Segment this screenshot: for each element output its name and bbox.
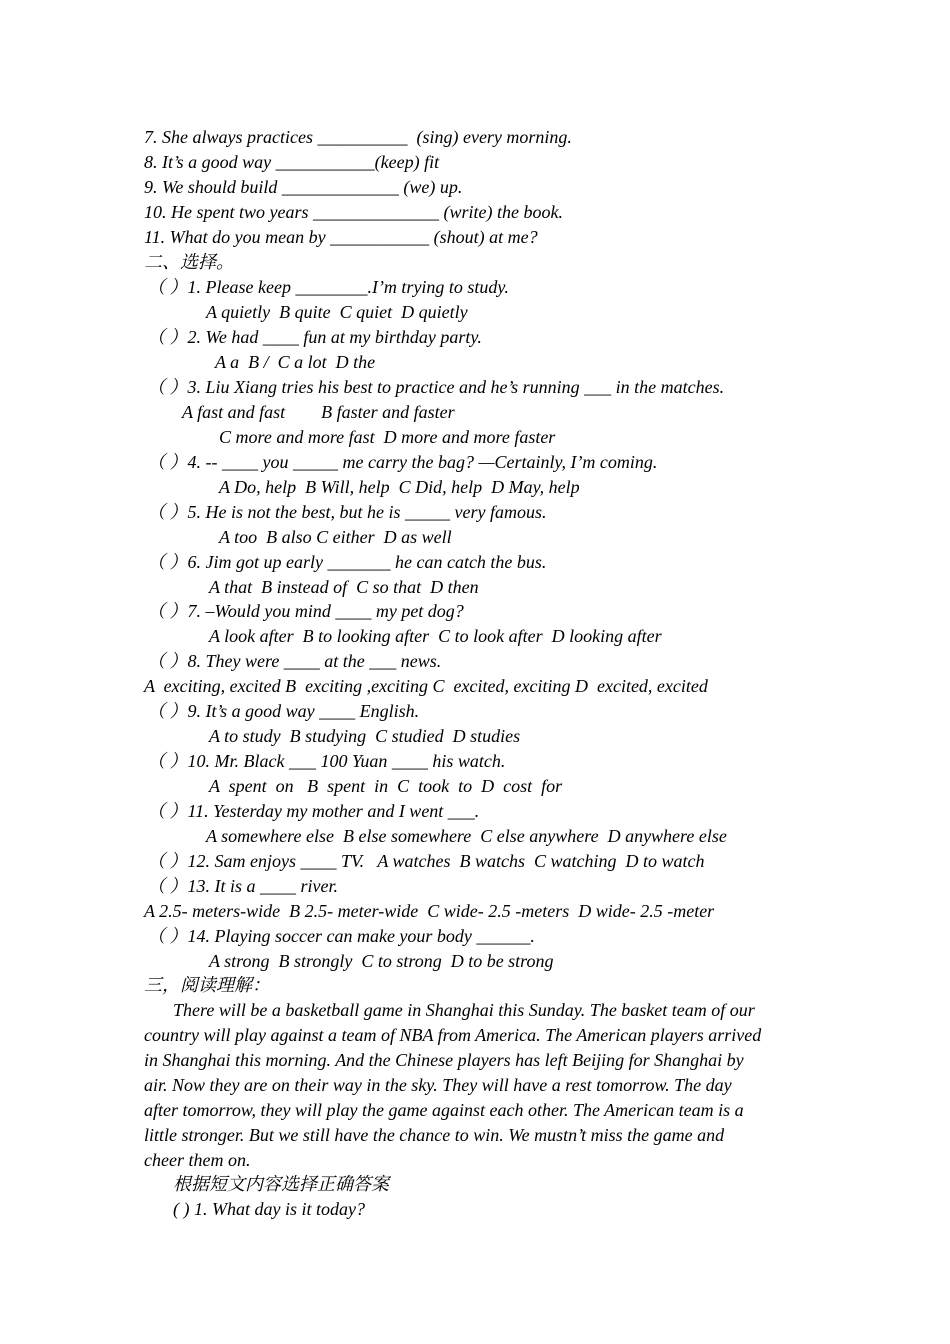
choice-options-14: A strong B strongly C to strong D to be strong: [209, 951, 554, 971]
choice-question-10: （ ）10. Mr. Black ___ 100 Yuan ____ his watch.: [147, 751, 506, 771]
choice-section-heading: 二、选择。: [144, 252, 234, 272]
fill-in-question-9: 9. We should build _____________ (we) up.: [144, 177, 463, 197]
choice-options-1: A quietly B quite C quiet D quietly: [206, 302, 468, 322]
choice-question-13: （ ）13. It is a ____ river.: [147, 876, 338, 896]
fill-in-question-11: 11. What do you mean by ___________ (shout) at me?: [144, 227, 538, 247]
choice-question-11: （ ）11. Yesterday my mother and I went ___.: [147, 801, 480, 821]
choice-question-2: （ ）2. We had ____ fun at my birthday party.: [147, 327, 482, 347]
choice-options-3a: A fast and fast B faster and faster: [182, 402, 455, 422]
choice-options-13: A 2.5- meters-wide B 2.5- meter-wide C wide- 2.5 -meters D wide- 2.5 -meter: [144, 901, 715, 921]
choice-question-7: （ ）7. –Would you mind ____ my pet dog?: [147, 601, 464, 621]
choice-options-8: A exciting, excited B exciting ,exciting C excited, exciting D excited, excited: [144, 676, 708, 696]
passage-line: cheer them on.: [144, 1150, 251, 1170]
choice-question-3: （ ）3. Liu Xiang tries his best to practice and he’s running ___ in the matches.: [147, 377, 725, 397]
passage-line: in Shanghai this morning. And the Chinese players has left Beijing for Shanghai by: [144, 1050, 744, 1070]
choice-question-12: （ ）12. Sam enjoys ____ TV. A watches B watchs C watching D to watch: [147, 851, 705, 871]
passage-line: country will play against a team of NBA from America. The American players arrived: [144, 1025, 762, 1045]
choice-options-9: A to study B studying C studied D studies: [209, 726, 521, 746]
passage-line: air. Now they are on their way in the sky. They will have a rest tomorrow. The day: [144, 1075, 732, 1095]
reading-instruction: 根据短文内容选择正确答案: [173, 1174, 389, 1194]
fill-in-question-10: 10. He spent two years ______________ (write) the book.: [144, 202, 563, 222]
fill-in-question-8: 8. It’s a good way ___________(keep) fit: [144, 152, 440, 172]
fill-in-question-7: 7. She always practices __________ (sing) every morning.: [144, 127, 572, 147]
choice-question-8: （ ）8. They were ____ at the ___ news.: [147, 651, 442, 671]
choice-options-11: A somewhere else B else somewhere C else anywhere D anywhere else: [206, 826, 727, 846]
passage-line: little stronger. But we still have the chance to win. We mustn’t miss the game and: [144, 1125, 725, 1145]
choice-options-5: A too B also C either D as well: [219, 527, 452, 547]
choice-options-2: A a B / C a lot D the: [215, 352, 376, 372]
choice-question-5: （ ）5. He is not the best, but he is _____ very famous.: [147, 502, 547, 522]
choice-options-3b: C more and more fast D more and more faster: [219, 427, 556, 447]
choice-question-1: （ ）1. Please keep ________.I’m trying to study.: [147, 277, 509, 297]
choice-question-6: （ ）6. Jim got up early _______ he can catch the bus.: [147, 552, 547, 572]
choice-question-14: （ ）14. Playing soccer can make your body ______.: [147, 926, 535, 946]
passage-line: after tomorrow, they will play the game against each other. The American team is a: [144, 1100, 744, 1120]
choice-options-10: A spent on B spent in C took to D cost for: [209, 776, 563, 796]
reading-section-heading: 三，阅读理解：: [144, 975, 270, 995]
choice-question-4: （ ）4. -- ____ you _____ me carry the bag? —Certainly, I’m coming.: [147, 452, 658, 472]
choice-options-7: A look after B to looking after C to look after D looking after: [209, 626, 662, 646]
choice-options-4: A Do, help B Will, help C Did, help D May, help: [219, 477, 580, 497]
choice-question-9: （ ）9. It’s a good way ____ English.: [147, 701, 420, 721]
reading-question-1: ( ) 1. What day is it today?: [173, 1199, 365, 1219]
choice-options-6: A that B instead of C so that D then: [209, 577, 479, 597]
passage-line: There will be a basketball game in Shanghai this Sunday. The basket team of our: [173, 1000, 755, 1020]
